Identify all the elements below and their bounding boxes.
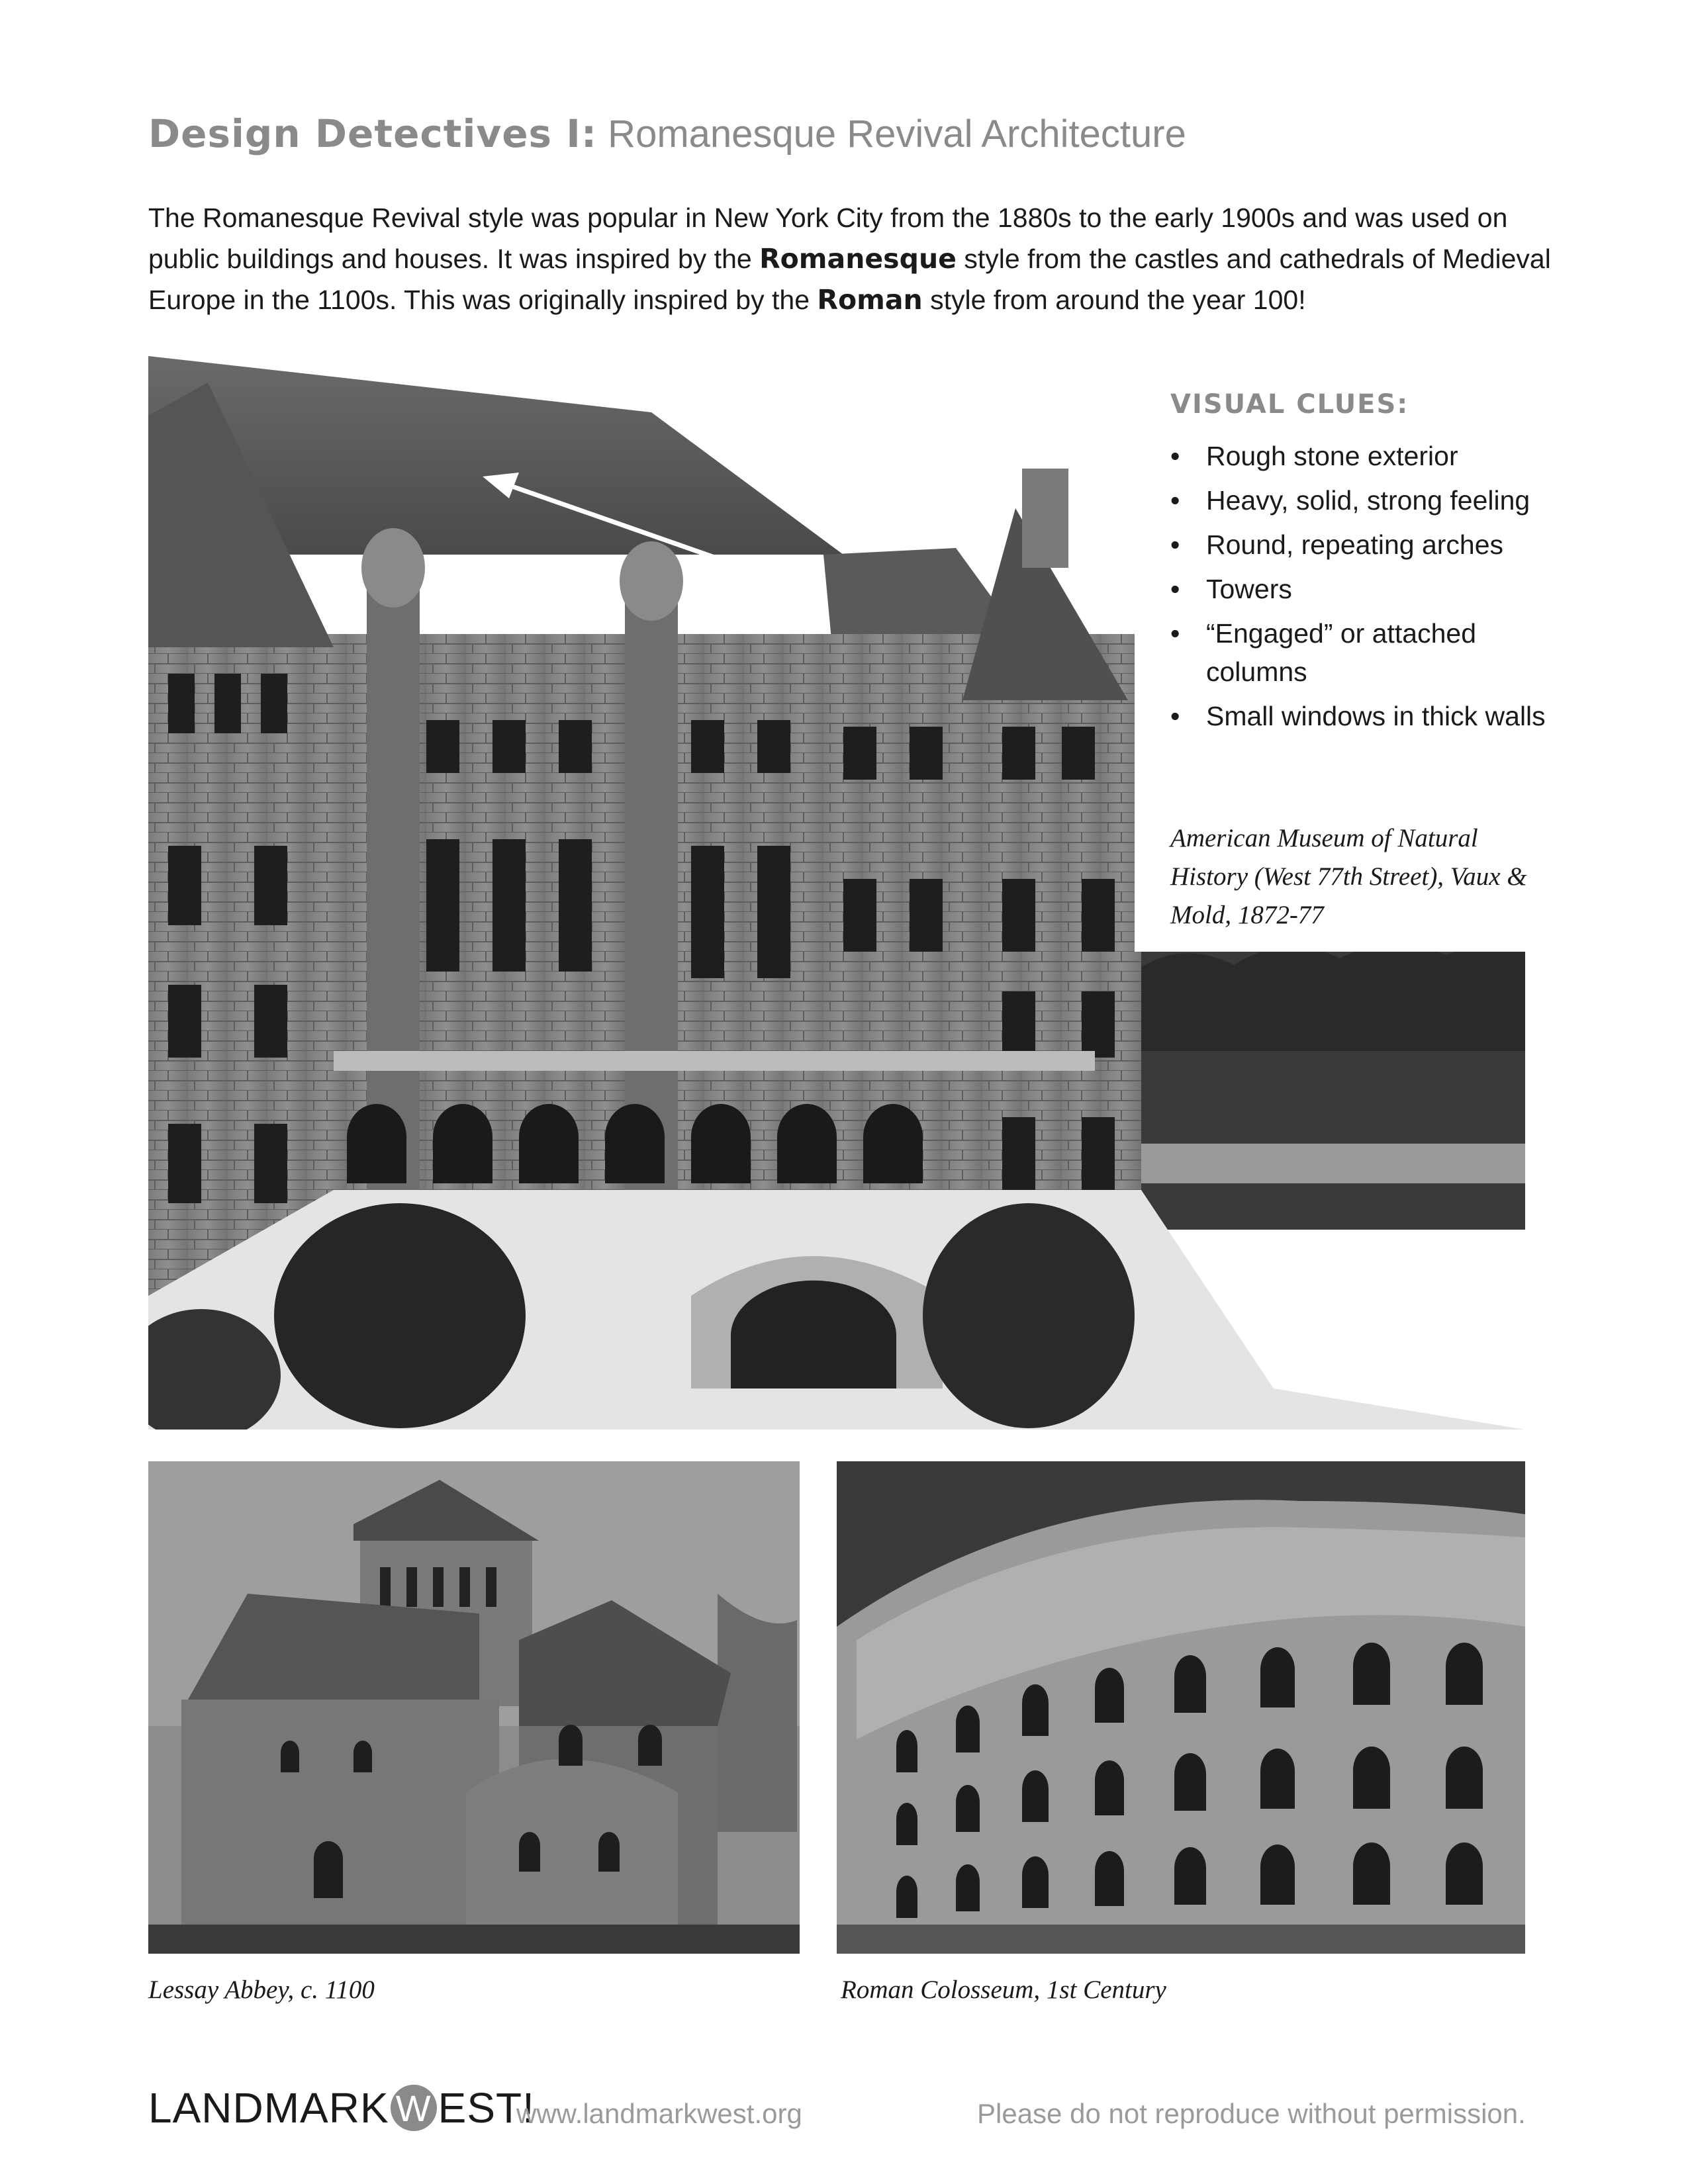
page-title [148,111,1186,156]
clue-item: • Rough stone exterior [1170,437,1554,475]
intro-text-3: style from around the year 100! [922,285,1306,315]
copyright-notice: Please do not reproduce without permission. [977,2098,1526,2129]
intro-text-1: The Romanesque Revival style was popular in New York City from the 1880s to the early 1900s and was used on public buildings and houses. It was inspired by the [148,203,1508,274]
clue-item: • Heavy, solid, strong feeling [1170,481,1554,520]
abbey-photo [148,1461,800,1954]
intro-paragraph [148,197,1552,320]
clue-item: • Towers [1170,570,1554,608]
abbey-caption: Lessay Abbey, c. 1100 [148,1976,375,2004]
museum-caption: American Museum of Natural History (West 77th Street), Vaux & Mold, 1872-77 [1170,824,1527,929]
clue-item: • Round, repeating arches [1170,525,1554,564]
clue-item: • Small windows in thick walls [1170,697,1554,735]
logo-text-left: LANDMARK [148,2084,389,2132]
title-rest: Romanesque Revival Architecture [597,113,1186,156]
intro-text-2: style from the castles and cathedrals of Medieval Europe in the 1100s. This was originally inspired by the [148,244,1551,315]
title-bold: Design Detectives I: [148,111,598,156]
clue-item: • “Engaged” or attached columns [1170,614,1554,691]
website-link[interactable]: www.landmarkwest.org [516,2098,802,2129]
intro-term-romanesque: Romanesque [759,243,957,275]
colosseum-photo [837,1461,1525,1954]
logo-text-right: EST! [438,2084,535,2132]
visual-clues-heading: VISUAL CLUES: [1170,389,1409,420]
colosseum-caption: Roman Colosseum, 1st Century [841,1976,1166,2004]
landmark-west-logo [148,2083,535,2132]
visual-clues-list [1170,437,1554,741]
intro-term-roman: Roman [817,284,923,316]
logo-w-circle: W [391,2085,437,2131]
